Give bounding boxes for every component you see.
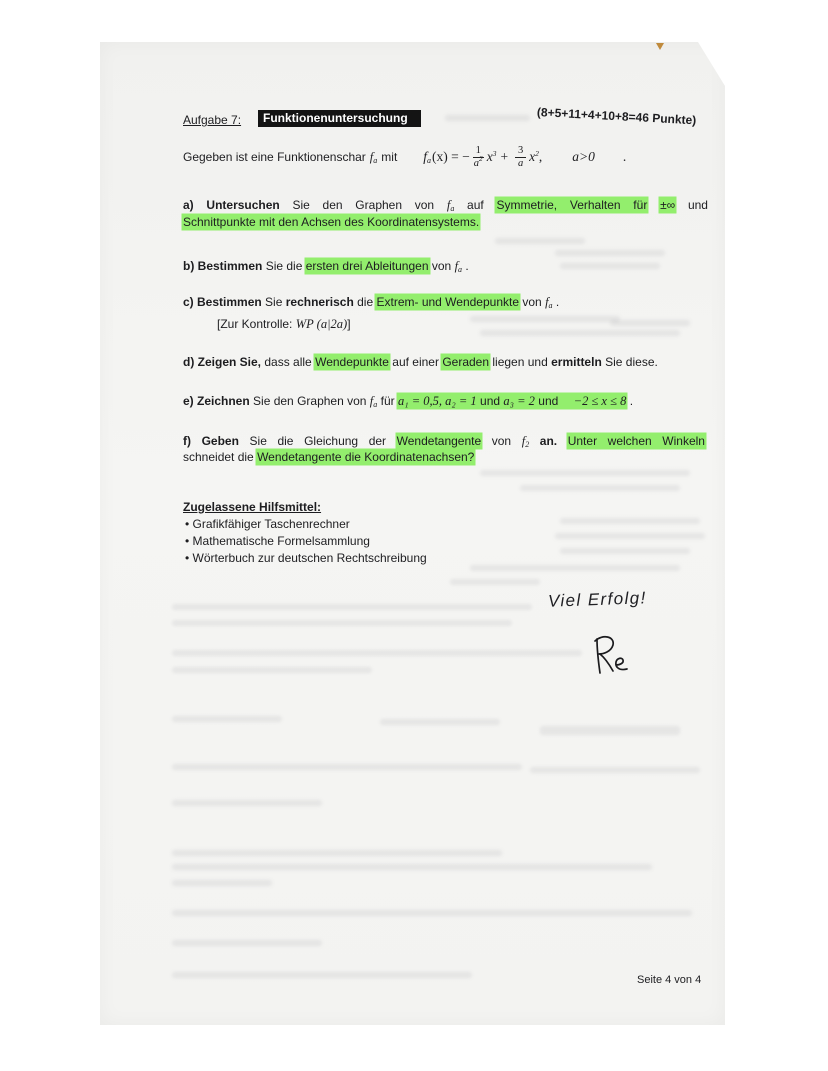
aids-heading: Zugelassene Hilfsmittel: xyxy=(183,500,322,514)
task-c-text: von xyxy=(522,295,542,309)
function-letter: f xyxy=(454,259,459,273)
highlight-extrema: Extrem- und Wendepunkte xyxy=(376,295,520,309)
formula-lhs-index: a xyxy=(427,156,432,165)
formula-exponent: 2 xyxy=(535,149,539,158)
task-a-text: Sie den Graphen von xyxy=(292,198,435,212)
task-a-label: a) Untersuchen xyxy=(183,198,280,212)
highlight-angles: Unter welchen Winkeln xyxy=(567,434,705,448)
task-c-text: Sie xyxy=(265,295,283,309)
task-d-label: d) Zeigen Sie, xyxy=(183,355,262,369)
task-number: Aufgabe 7: xyxy=(183,113,242,127)
check-note-close: ] xyxy=(347,317,351,331)
bleed-through-mark xyxy=(172,850,502,856)
highlight-intersections: Schnittpunkte mit den Achsen des Koordinatensystems. xyxy=(183,215,480,229)
function-formula xyxy=(423,145,626,170)
formula-plus: + xyxy=(500,149,509,164)
function-symbol xyxy=(370,394,377,408)
bleed-through-mark xyxy=(172,650,582,656)
formula-lhs xyxy=(423,149,431,165)
task-e-text: für xyxy=(380,394,395,408)
task-d-text: liegen und xyxy=(492,355,548,369)
bleed-through-mark xyxy=(172,940,322,946)
bleed-through-mark xyxy=(172,910,692,916)
task-b xyxy=(183,259,469,273)
bleed-through-mark xyxy=(450,579,540,585)
task-c-label: c) Bestimmen xyxy=(183,295,262,309)
bleed-through-mark xyxy=(495,238,585,244)
task-b-text: von xyxy=(431,259,452,273)
check-note-point: WP (a|2a) xyxy=(295,317,348,331)
formula-variable: x xyxy=(529,149,536,164)
task-c xyxy=(183,295,559,309)
aids-item xyxy=(185,551,427,565)
task-b-label: b) Bestimmen xyxy=(183,259,263,273)
task-f-line-1 xyxy=(183,434,705,448)
function-symbol xyxy=(455,259,462,273)
task-e xyxy=(183,394,633,408)
highlight-symmetry: Symmetrie, Verhalten für xyxy=(496,198,648,212)
fraction-numerator: 1 xyxy=(473,145,484,158)
parameter-values: a₃ = 2 xyxy=(503,394,535,408)
task-f-label: f) Geben xyxy=(183,434,239,448)
domain-interval: −2 ≤ x ≤ 8 xyxy=(573,394,627,408)
task-f-bold: an. xyxy=(539,434,558,448)
task-c-end: . xyxy=(555,295,560,309)
good-luck-note: Viel Erfolg! xyxy=(547,588,647,611)
points-breakdown: (8+5+11+4+10+8=46 Punkte) xyxy=(536,105,697,128)
function-letter: f xyxy=(369,394,374,408)
bleed-through-mark xyxy=(560,548,690,554)
task-a-text: und xyxy=(687,198,708,212)
signature-stroke xyxy=(616,658,627,669)
task-c-bold: rechnerisch xyxy=(285,295,354,309)
task-f-text: Sie die Gleichung der xyxy=(249,434,387,448)
bleed-through-mark xyxy=(172,972,472,978)
task-e-label: e) Zeichnen xyxy=(183,394,250,408)
formula-comma: , xyxy=(538,149,543,164)
function-family-symbol xyxy=(370,150,377,165)
bleed-through-mark xyxy=(470,565,680,571)
formula-equals: (x) = − xyxy=(432,149,470,164)
task-f-text: schneidet die xyxy=(183,450,254,464)
bleed-through-mark xyxy=(530,767,700,773)
function-index: a xyxy=(373,155,378,165)
bleed-through-mark xyxy=(560,518,700,524)
fraction-one-over-a-squared xyxy=(473,145,484,170)
task-b-end: . xyxy=(465,259,469,273)
bleed-through-mark xyxy=(520,485,680,491)
highlight-parameters xyxy=(398,394,626,408)
function-index: a xyxy=(458,265,463,274)
function-letter: f xyxy=(369,149,374,164)
bleed-through-mark xyxy=(172,880,272,886)
fraction-denominator: a xyxy=(518,157,524,169)
parameter-values: a₁ = 0,5, a₂ = 1 xyxy=(397,394,477,408)
task-f-line-2 xyxy=(183,450,474,464)
bullet: • xyxy=(185,551,190,565)
aids-item xyxy=(185,517,350,531)
fraction-three-over-a xyxy=(515,145,526,170)
highlight-line: Geraden xyxy=(442,355,490,369)
function-symbol xyxy=(522,434,529,448)
intro-text: Gegeben ist eine Funktionenschar xyxy=(183,150,366,164)
bleed-through-mark xyxy=(172,604,532,610)
task-a-line-2 xyxy=(183,215,479,229)
task-c-check-note xyxy=(217,317,351,331)
conjunction: und xyxy=(538,394,559,408)
signature-stroke xyxy=(600,654,613,671)
task-a-line-1 xyxy=(183,198,708,212)
task-d-text: dass alle xyxy=(264,355,312,369)
function-letter: f xyxy=(545,295,549,309)
intro-line xyxy=(183,139,626,175)
formula-lhs-letter: f xyxy=(423,149,428,164)
fraction-numerator: 3 xyxy=(515,145,526,158)
task-f-text: von xyxy=(491,434,512,448)
bleed-through-mark xyxy=(555,533,705,539)
bleed-through-mark xyxy=(380,719,500,725)
page-number: Seite 4 von 4 xyxy=(637,974,702,986)
formula-end: . xyxy=(622,149,627,164)
formula-exponent: 3 xyxy=(492,149,497,158)
highlight-inflection-points: Wendepunkte xyxy=(315,355,389,369)
intro-mit: mit xyxy=(381,150,398,164)
task-a-text: auf xyxy=(467,198,484,212)
bleed-through-mark xyxy=(172,800,322,806)
function-index: a xyxy=(548,301,553,310)
function-index: a xyxy=(373,400,378,409)
task-d-bold: ermitteln xyxy=(551,355,602,369)
bleed-through-mark xyxy=(560,263,660,269)
highlight-tangent: Wendetangente xyxy=(396,434,482,448)
function-symbol xyxy=(447,198,454,212)
task-d-text: auf einer xyxy=(392,355,439,369)
corner-mark xyxy=(656,43,664,50)
fraction-denominator xyxy=(473,153,483,170)
task-b-text: Sie die xyxy=(265,259,303,273)
check-note-open: [Zur Kontrolle: xyxy=(217,317,293,331)
bleed-through-mark xyxy=(480,330,680,336)
bleed-through-mark xyxy=(470,316,620,322)
function-letter: f xyxy=(446,198,451,212)
aids-item-text: Mathematische Formelsammlung xyxy=(192,534,370,548)
aids-item xyxy=(185,534,370,548)
bullet: • xyxy=(185,534,190,548)
formula-condition: a>0 xyxy=(572,149,595,164)
highlight-infinity: ±∞ xyxy=(660,198,676,212)
aids-item-text: Wörterbuch zur deutschen Rechtschreibung xyxy=(192,551,427,565)
task-d-text: Sie diese. xyxy=(605,355,658,369)
bullet: • xyxy=(185,517,190,531)
task-e-end: . xyxy=(629,394,634,408)
bleed-through-mark xyxy=(555,250,665,256)
highlight-tangent-axes: Wendetangente die Koordinatenachsen? xyxy=(257,450,475,464)
bleed-through-mark xyxy=(172,667,372,673)
bleed-through-mark xyxy=(172,620,512,626)
bleed-through-mark xyxy=(172,716,282,722)
denominator-exponent: 2 xyxy=(479,153,483,163)
bleed-through-mark xyxy=(172,864,652,870)
bleed-through-mark xyxy=(172,764,522,770)
function-index: a xyxy=(450,204,455,213)
task-e-text: Sie den Graphen von xyxy=(253,394,367,408)
bleed-through-mark xyxy=(610,320,690,326)
function-letter: f xyxy=(521,434,526,448)
formula-variable: x xyxy=(486,149,493,164)
bleed-through-mark xyxy=(540,726,680,735)
task-title-box: Funktionenuntersuchung xyxy=(258,110,421,127)
handwritten-signature xyxy=(588,632,638,682)
signature-stroke xyxy=(597,639,600,673)
denominator-variable: a xyxy=(473,157,480,169)
bleed-through-mark xyxy=(445,115,530,121)
task-c-text: die xyxy=(357,295,374,309)
function-index: 2 xyxy=(525,440,530,449)
bleed-through-mark xyxy=(480,470,690,476)
formula-x-squared xyxy=(529,149,539,165)
aids-item-text: Grafikfähiger Taschenrechner xyxy=(192,517,350,531)
formula-x-cubed xyxy=(487,149,497,165)
conjunction: und xyxy=(480,394,501,408)
highlight-derivatives: ersten drei Ableitungen xyxy=(305,259,429,273)
function-symbol xyxy=(545,295,552,309)
task-d xyxy=(183,355,658,369)
